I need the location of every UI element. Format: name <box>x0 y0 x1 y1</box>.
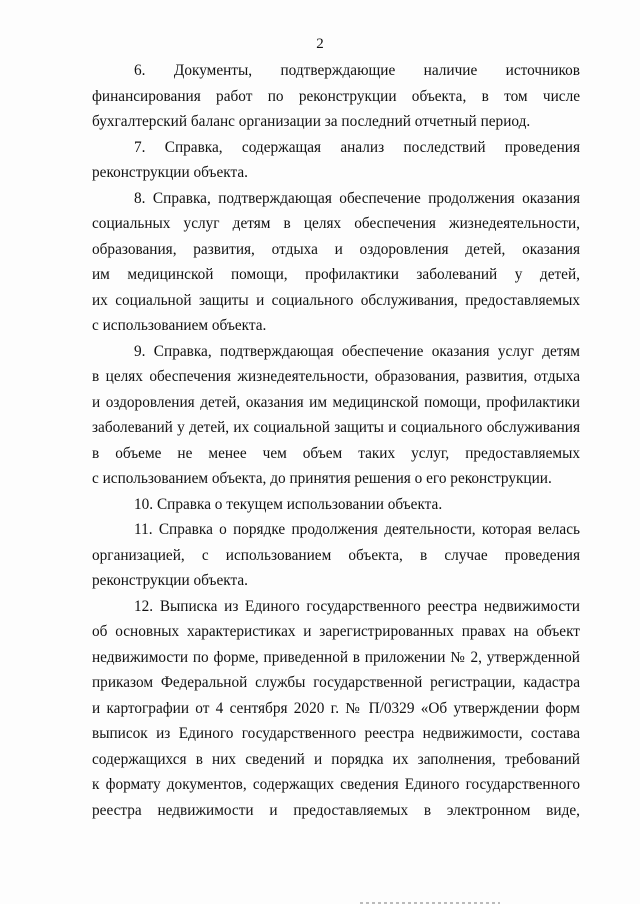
text-line: недвижимости по форме, приведенной в приложении № 2, утвержденной <box>92 648 580 666</box>
text-line: бухгалтерский баланс организации за последний отчетный период. <box>92 113 531 130</box>
text-line: реестра недвижимости и предоставляемых в электронном виде, <box>92 801 580 819</box>
text-line: организацией, с использованием объекта, в случае проведения <box>92 546 580 564</box>
page-number: 2 <box>316 36 324 52</box>
text-line: 11. Справка о порядке продолжения деятельности, которая велась <box>134 521 580 538</box>
paragraph-7 <box>92 135 580 186</box>
text-line: с использованием объекта, до принятия решения о его реконструкции. <box>92 470 552 487</box>
text-line: 6. Документы, подтверждающие наличие источников <box>134 62 580 79</box>
paragraph-8 <box>92 186 580 339</box>
text-line: содержащихся в них сведений и порядка их заполнения, требований <box>92 750 580 768</box>
text-line: образования, развития, отдыха и оздоровления детей, оказания <box>92 240 580 258</box>
text-line: реконструкции объекта. <box>92 572 248 589</box>
text-line: приказом Федеральной службы государственной регистрации, кадастра <box>92 674 580 691</box>
text-line: реконструкции объекта. <box>92 164 248 181</box>
text-line: к формату документов, содержащих сведения Единого государственного <box>92 776 580 793</box>
text-line: 12. Выписка из Единого государственного реестра недвижимости <box>134 597 580 615</box>
text-line: с использованием объекта. <box>92 317 267 334</box>
text-line: 9. Справка, подтверждающая обеспечение оказания услуг детям <box>134 342 580 360</box>
text-line: 7. Справка, содержащая анализ последствий проведения <box>134 138 580 156</box>
paragraph-10 <box>92 492 580 518</box>
text-line: социальных услуг детям в целях обеспечения жизнедеятельности, <box>92 215 580 232</box>
text-line: им медицинской помощи, профилактики заболеваний у детей, <box>92 266 580 283</box>
text-line: и картографии от 4 сентября 2020 г. № П/0329 «Об утверждении форм <box>92 699 580 717</box>
text-line: их социальной защиты и социального обслуживания, предоставляемых <box>92 291 580 309</box>
text-line: в объеме не менее чем объем таких услуг, предоставляемых <box>92 444 580 462</box>
text-line: и оздоровления детей, оказания им медицинской помощи, профилактики <box>92 393 580 411</box>
paragraph-9 <box>92 339 580 492</box>
document-body <box>92 58 580 823</box>
text-line: об основных характеристиках и зарегистрированных правах на объект <box>92 623 580 640</box>
text-line: 10. Справка о текущем использовании объекта. <box>134 495 443 513</box>
text-line: 8. Справка, подтверждающая обеспечение продолжения оказания <box>134 189 580 207</box>
text-line: заболеваний у детей, их социальной защиты и социального обслуживания <box>92 419 580 436</box>
paragraph-6 <box>92 58 580 135</box>
text-line: финансирования работ по реконструкции объекта, в том числе <box>92 87 580 105</box>
text-line: выписок из Единого государственного реестра недвижимости, состава <box>92 725 580 742</box>
paragraph-11 <box>92 517 580 594</box>
text-line: в целях обеспечения жизнедеятельности, образования, развития, отдыха <box>92 368 580 385</box>
paragraph-12 <box>92 594 580 824</box>
